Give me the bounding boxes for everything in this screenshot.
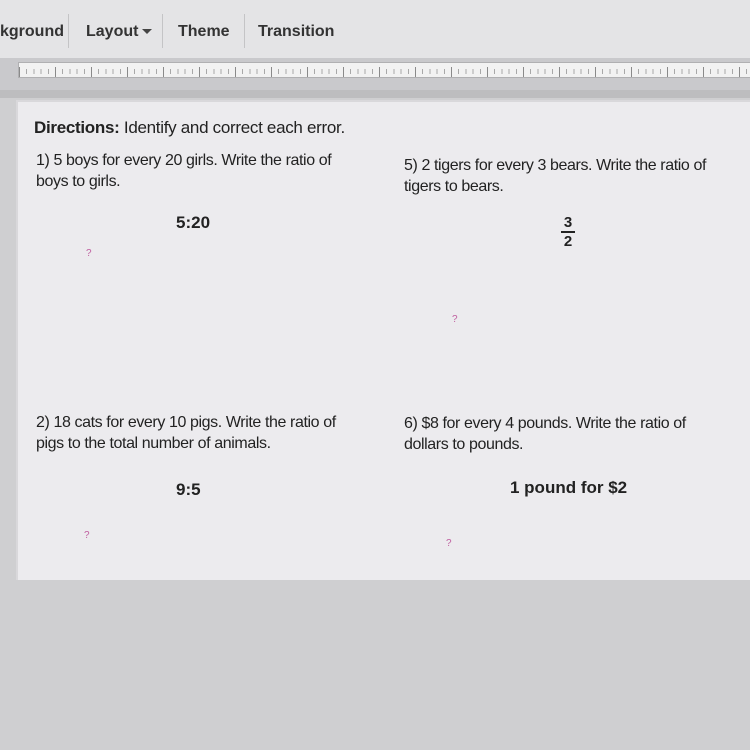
problem-6: 6) $8 for every 4 pounds. Write the ratio of dollars to pounds.	[404, 415, 686, 453]
answer-5-fraction	[558, 215, 578, 249]
toolbar-divider	[244, 14, 245, 48]
question-mark: ?	[84, 530, 90, 541]
answer-1: 5:20	[176, 213, 211, 232]
tab-theme[interactable]: Theme	[178, 23, 230, 40]
question-mark: ?	[446, 538, 452, 549]
directions-text: Identify and correct each error.	[119, 118, 345, 137]
directions-heading	[34, 118, 345, 138]
tab-background[interactable]: kground	[0, 23, 64, 40]
toolbar-divider	[162, 14, 163, 48]
toolbar-divider	[68, 14, 69, 48]
ruler[interactable]	[18, 62, 750, 78]
tab-layout-label: Layout	[86, 23, 139, 40]
question-mark: ?	[86, 248, 92, 259]
chevron-down-icon	[142, 29, 152, 34]
directions-label: Directions:	[34, 118, 120, 137]
fraction-numerator: 3	[563, 214, 573, 231]
problem-1: 1) 5 boys for every 20 girls. Write the ratio of boys to girls.	[36, 152, 332, 190]
tab-transition[interactable]: Transition	[258, 23, 335, 40]
answer-2: 9:5	[176, 480, 201, 499]
fraction-denominator: 2	[563, 233, 573, 250]
ribbon-toolbar	[0, 0, 750, 59]
answer-6: 1 pound for $2	[510, 478, 628, 497]
question-mark: ?	[452, 314, 458, 325]
problem-2: 2) 18 cats for every 10 pigs. Write the ratio of pigs to the total number of animals.	[36, 414, 336, 452]
tab-layout[interactable]	[86, 18, 152, 46]
problem-5: 5) 2 tigers for every 3 bears. Write the ratio of tigers to bears.	[404, 157, 707, 195]
